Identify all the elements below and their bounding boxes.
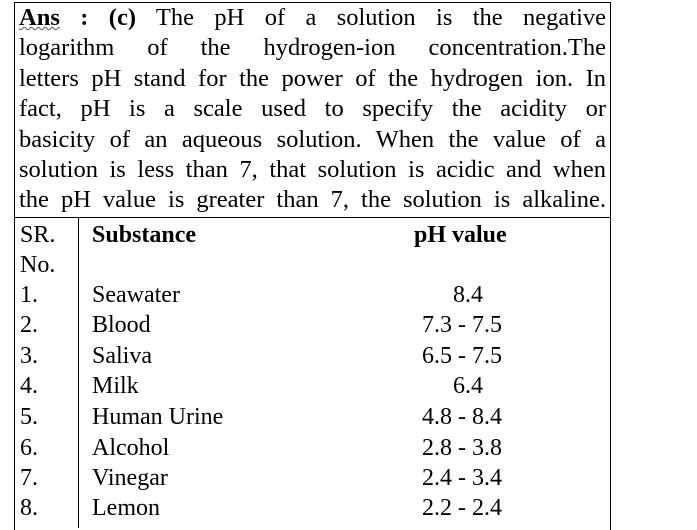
row-ph: 7.3 - 7.5 (422, 312, 502, 338)
row-substance: Saliva (92, 343, 152, 369)
row-sr: 1. (20, 282, 38, 308)
answer-line-1 (19, 3, 606, 33)
answer-text-line: fact, pH is a scale used to specify the acidity or (19, 95, 606, 123)
column-divider-sr (78, 218, 79, 528)
row-sr: 6. (20, 435, 38, 461)
row-ph: 2.4 - 3.4 (422, 465, 502, 491)
row-ph: 2.2 - 2.4 (422, 495, 502, 521)
table-top-border (14, 217, 611, 218)
header-sr: SR. (20, 222, 56, 248)
row-sr: 3. (20, 343, 38, 369)
answer-paragraph (19, 3, 606, 216)
answer-text-line: The pH of a solution is the negative (155, 4, 607, 31)
row-sr: 8. (20, 495, 38, 521)
ans-option: (c) (108, 4, 136, 31)
row-ph: 8.4 (453, 282, 483, 308)
ans-label: Ans (19, 4, 60, 31)
answer-text-line: logarithm of the hydrogen-ion concentration.The (19, 34, 606, 62)
header-no: No. (20, 252, 56, 278)
row-substance: Milk (92, 373, 139, 399)
row-ph: 2.8 - 3.8 (422, 435, 502, 461)
row-substance: Vinegar (92, 465, 168, 491)
row-ph: 6.4 (453, 373, 483, 399)
answer-text-line: solution is less than 7, that solution is acidic and when (19, 156, 606, 184)
answer-text-line: the pH value is greater than 7, the solution is alkaline. (19, 186, 606, 214)
row-sr: 2. (20, 312, 38, 338)
row-sr: 7. (20, 465, 38, 491)
header-ph-value: pH value (414, 222, 507, 248)
row-ph: 6.5 - 7.5 (422, 343, 502, 369)
row-sr: 5. (20, 404, 38, 430)
row-substance: Alcohol (92, 435, 170, 461)
answer-text-line: letters pH stand for the power of the hydrogen ion. In (19, 64, 606, 92)
header-substance: Substance (92, 222, 197, 248)
ans-colon: : (80, 4, 89, 31)
row-sr: 4. (20, 373, 38, 399)
row-ph: 4.8 - 8.4 (422, 404, 502, 430)
row-substance: Seawater (92, 282, 180, 308)
answer-text-line: basicity of an aqueous solution. When the value of a (19, 125, 606, 153)
row-substance: Blood (92, 312, 151, 338)
row-substance: Human Urine (92, 404, 224, 430)
row-substance: Lemon (92, 495, 160, 521)
